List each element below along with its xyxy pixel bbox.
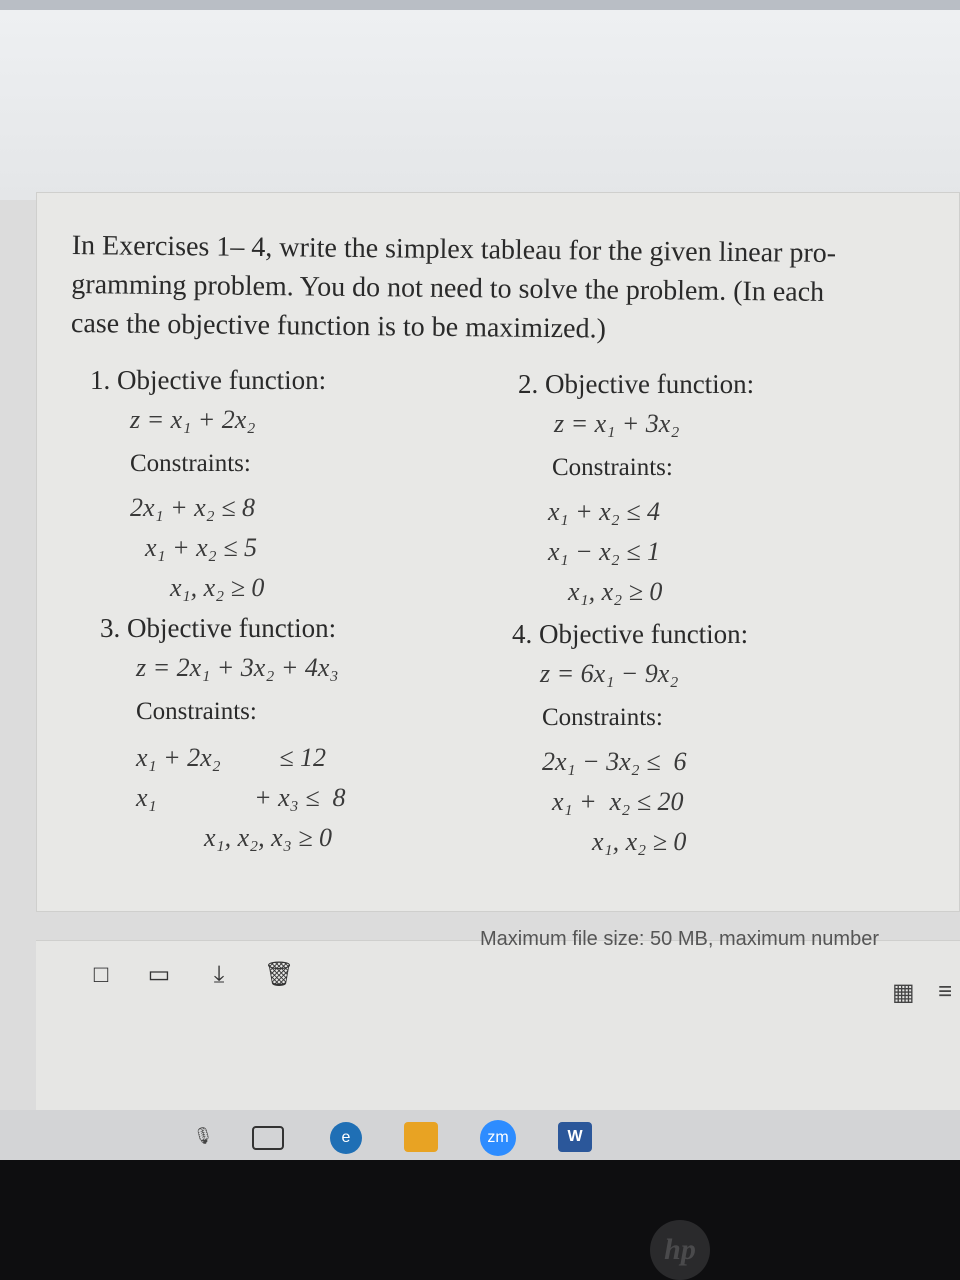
exercise-4-constraint-3: x₁, x₂ ≥ 0 xyxy=(592,827,687,856)
exercise-3-constraint-3: x₁, x₂, x₃ ≥ 0 xyxy=(204,823,333,852)
exercise-4-constraints-label: Constraints: xyxy=(542,704,663,731)
download-icon[interactable]: ⤓ xyxy=(213,961,225,988)
word-label: W xyxy=(567,1128,583,1145)
exercise-2-constraint-2: x₁ − x₂ ≤ 1 xyxy=(548,537,660,566)
hp-logo xyxy=(650,1220,710,1280)
exercise-1-constraint-3: x₁, x₂ ≥ 0 xyxy=(170,573,265,602)
exercise-2-objective: z = x₁ + 3x₂ xyxy=(554,409,680,438)
exercise-4-constraint-1: 2x₁ − 3x₂ ≤ 6 xyxy=(542,747,687,776)
intro-line-3: case the objective function is to be maximized.) xyxy=(70,307,607,345)
exercise-2-constraint-3: x₁, x₂ ≥ 0 xyxy=(568,577,663,606)
hp-logo-text: hp xyxy=(664,1233,696,1266)
grid-view-icon[interactable]: ▦ xyxy=(892,979,915,1006)
trash-icon[interactable]: 🗑 xyxy=(264,961,295,988)
laptop-bezel xyxy=(0,1160,960,1280)
exercise-1-constraints-label: Constraints: xyxy=(130,450,251,477)
upload-size-hint: Maximum file size: 50 MB, maximum number xyxy=(480,928,879,950)
exercise-1-constraint-1: 2x₁ + x₂ ≤ 8 xyxy=(130,493,255,522)
exercise-1-constraint-2: x₁ + x₂ ≤ 5 xyxy=(145,533,257,562)
zoom-label: zm xyxy=(487,1129,509,1146)
exercise-4-title: 4. Objective function: xyxy=(512,619,749,649)
exercise-3-title: 3. Objective function: xyxy=(100,613,337,643)
exercise-4-constraint-2: x₁ + x₂ ≤ 20 xyxy=(552,787,684,816)
exercise-4-objective: z = 6x₁ − 9x₂ xyxy=(540,659,679,688)
exercise-2-constraints-label: Constraints: xyxy=(552,454,673,481)
exercise-instructions xyxy=(71,226,892,352)
file-upload-area[interactable] xyxy=(36,940,960,1111)
file-icon[interactable]: □ xyxy=(93,961,109,988)
explorer-icon[interactable] xyxy=(404,1122,438,1152)
mic-icon[interactable]: 🎙 xyxy=(192,1128,214,1145)
intro-line-2: gramming problem. You do not need to solve the problem. (In each xyxy=(71,268,825,308)
edge-icon[interactable]: e xyxy=(330,1122,362,1154)
browser-chrome-area xyxy=(0,0,960,200)
zoom-icon[interactable] xyxy=(480,1120,516,1156)
exercise-1 xyxy=(90,360,326,608)
exercise-2-constraint-1: x₁ + x₂ ≤ 4 xyxy=(548,497,660,526)
word-icon[interactable] xyxy=(558,1122,592,1152)
exercise-3 xyxy=(100,608,345,858)
exercise-3-constraint-2: x₁ + x₃ ≤ 8 xyxy=(136,783,346,812)
exercise-2 xyxy=(518,364,754,612)
exercise-3-constraint-1: x₁ + 2x₂ ≤ 12 xyxy=(136,743,326,772)
window-icon[interactable] xyxy=(252,1126,284,1150)
exercise-3-constraints-label: Constraints: xyxy=(136,698,257,725)
exercise-3-objective: z = 2x₁ + 3x₂ + 4x₃ xyxy=(136,653,339,682)
exercise-2-title: 2. Objective function: xyxy=(518,369,755,399)
exercise-4 xyxy=(512,614,748,862)
intro-line-1: In Exercises 1– 4, write the simplex tableau for the given linear pro- xyxy=(71,229,837,270)
window-top-bar xyxy=(0,0,960,10)
exercise-1-title: 1. Objective function: xyxy=(90,365,327,395)
exercise-1-objective: z = x₁ + 2x₂ xyxy=(130,405,256,434)
folder-icon[interactable]: ▭ xyxy=(147,961,171,988)
list-view-icon[interactable]: ≡ xyxy=(938,978,953,1005)
